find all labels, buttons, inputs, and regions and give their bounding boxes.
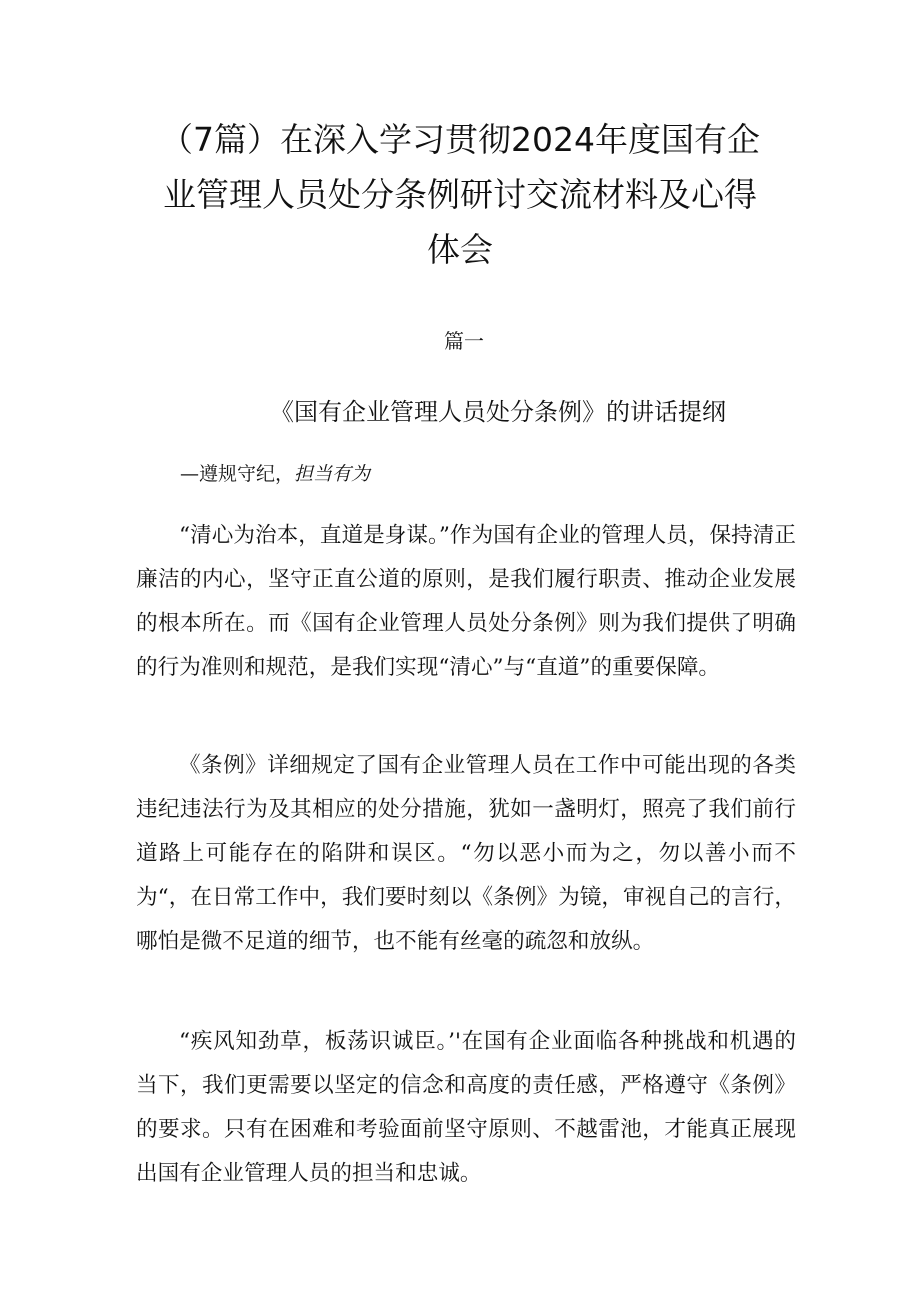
title-line-1: （7篇）在深入学习贯彻2024年度国有企: [160, 120, 760, 159]
section-label: 篇一: [444, 329, 484, 353]
speech-outline-heading: 《国有企业管理人员处分条例》的讲话提纲: [270, 398, 726, 426]
title-line-2: 业管理人员处分条例研讨交流材料及心得: [163, 175, 757, 214]
tagline: [180, 458, 370, 490]
body-paragraph-1: “清心为治本，直道是身谋。”作为国有企业的管理人员，保持清正廉洁的内心，坚守正直公道的原则，是我们履行职责、推动企业发展的根本所在。而《国有企业管理人员处分条例》则为我们提供了明确的行为准则和规范，是我们实现“清心”与“直道”的重要保障。: [136, 523, 796, 680]
document-title: [130, 112, 790, 277]
title-line-3: 体会: [427, 230, 493, 269]
tagline-emphasis: 担当有为: [294, 463, 371, 485]
body-paragraph-3: “疾风知劲草，板荡识诚臣。’'在国有企业面临各种挑战和机遇的当下，我们更需要以坚定的信念和高度的责任感，严格遵守《条例》的要求。只有在困难和考验面前坚守原则、不越雷池，才能真正展现出国有企业管理人员的担当和忠诚。: [136, 1029, 796, 1186]
tagline-plain: —遵规守纪，: [180, 463, 295, 485]
body-paragraph-2: 《条例》详细规定了国有企业管理人员在工作中可能出现的各类违纪违法行为及其相应的处分措施，犹如一盏明灯，照亮了我们前行道路上可能存在的陷阱和误区。“勿以恶小而为之，勿以善小而不为“，在日常工作中，我们要时刻以《条例》为镜，审视自己的言行，哪怕是微不足道的细节，也不能有丝毫的疏忽和放纵。: [136, 753, 796, 954]
